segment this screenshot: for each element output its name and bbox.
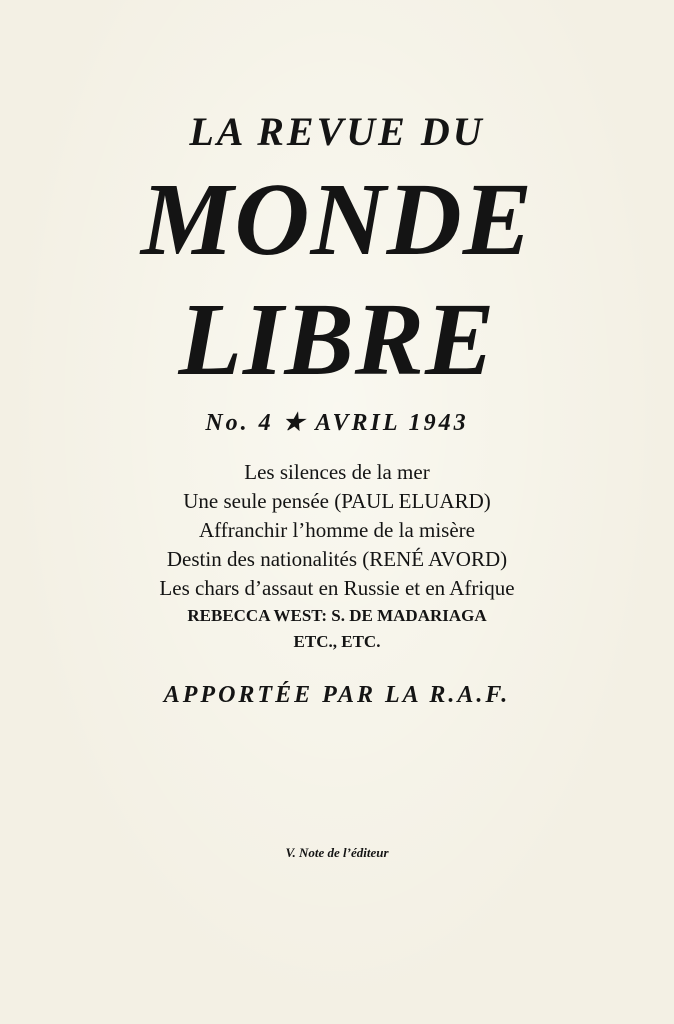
masthead-title-line1: MONDE: [140, 162, 534, 277]
contents-item: Une seule pensée (PAUL ELUARD): [183, 489, 491, 513]
issue-number-date: No. 4 ★ AVRIL 1943: [205, 410, 469, 436]
contents-item: ETC., ETC.: [293, 632, 381, 651]
contents-item: REBECCA WEST: S. DE MADARIAGA: [187, 606, 487, 625]
contents-item: Destin des nationalités (RENÉ AVORD): [166, 547, 508, 571]
contents-item: Affranchir l’homme de la misère: [198, 518, 475, 542]
delivery-line: APPORTÉE PAR LA R.A.F.: [163, 682, 511, 708]
masthead-title-line2: LIBRE: [178, 282, 496, 397]
contents-item: Les chars d’assaut en Russie et en Afrique: [159, 576, 515, 600]
table-of-contents: [0, 458, 674, 655]
editor-footnote: V. Note de l’éditeur: [285, 845, 389, 860]
contents-item: Les silences de la mer: [244, 460, 430, 484]
masthead-kicker: LA REVUE DU: [189, 109, 485, 154]
